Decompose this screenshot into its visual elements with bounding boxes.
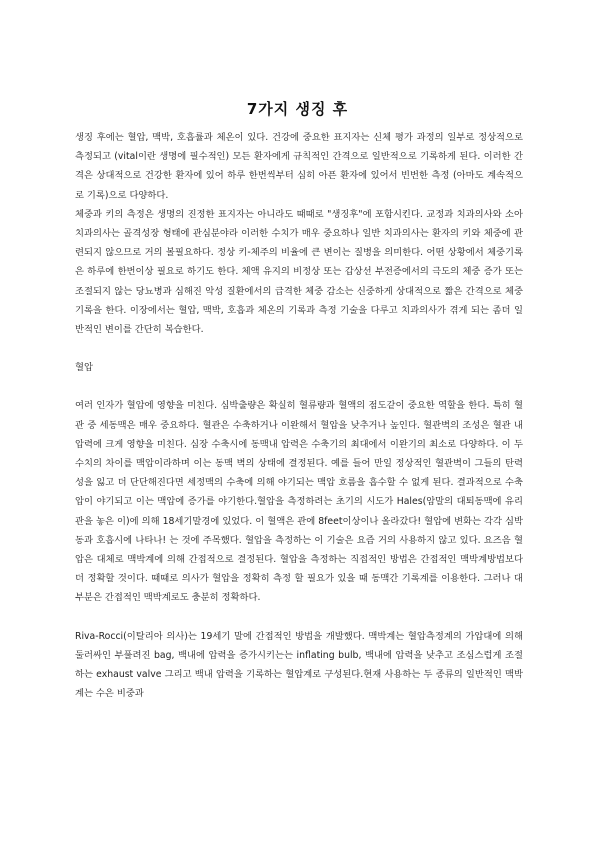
- section-heading-blood-pressure: 혈압: [75, 362, 93, 374]
- paragraph-riva-rocci: Riva-Rocci(이탈리아 의사)는 19세기 말에 간접적인 방법을 개발했다. 맥박계는 혈압측정계의 가압대에 의해 둘러싸인 부풀려진 bag, 백내에 압력을 증가시키는는 inflating bulb, 백내에 압력을 낮추고 조심스럽게 조절하는 exhaust valve 그리고 백내 압력을 기록하는 혈압계로 구성된다.현재 사용하는 두 종류의 일반적인 맥박계는 수은 비중과: [75, 630, 523, 700]
- page-title: 7가지 생징 후: [246, 100, 349, 118]
- spacer: [75, 608, 523, 627]
- paragraph-intro: 생징 후에는 혈압, 맥박, 호흡률과 체온이 있다. 건강에 중요한 표지자는 신체 평가 과정의 일부로 정상적으로 측정되고 (vital이란 생명에 필수적인) 모든 환자에게 규칙적인 간격으로 일반적으로 기록하게 된다. 이러한 간격은 상대적으로 건강한 환자에 있어 하루 한번씩부터 심히 아픈 환자에 있어서 빈번한 측정 (아마도 계속적으로 기록)으로 다양하다.: [75, 132, 523, 201]
- document-body: [75, 128, 523, 703]
- paragraph-blood-pressure: 여러 인자가 혈압에 영향을 미친다. 심박출량은 확실히 혈류량과 혈액의 점도같이 중요한 역할을 한다. 특히 혈관 중 세동맥은 매우 중요하다. 혈관은 수축하거나 이완해서 혈압을 낮추거나 높인다. 혈관벽의 조성은 혈관 내 압력에 크게 영향을 미친다. 심장 수축시에 동맥내 압력은 수축기의 최대에서 이완기의 최소로 다양하다. 이 두 수치의 차이를 맥압이라하며 이는 동맥 벽의 상태에 결정된다. 예를 들어 만일 정상적인 혈관벽이 그들의 탄력성을 잃고 더 단단해진다면 세정맥의 수축에 의해 야기되는 맥압 흐름을 흡수할 수 없게 된다. 결과적으로 수축압이 야기되고 이는 맥압에 증가를 야기한다.혈압을 측정하려는 초기의 시도가 Hales(암말의 대퇴동맥에 유리관을 놓은 이)에 의해 18세기말경에 있었다. 이 혈액은 관에 8feet이상이나 올라갔다! 혈압에 변화는 각각 심박동과 호흡시에 나타나! 는 것에 주목했다. 혈압을 측정하는 이 기술은 요즘 거의 사용하지 않고 있다. 요즈음 혈압은 대체로 맥박계에 의해 간접적으로 결정된다. 혈압을 측정하는 직접적인 방법은 간접적인 맥박계방법보다 더 정확할 것이다. 때때로 의사가 혈압을 정확히 측정 할 필요가 있을 때 동맥간 기록계를 이용한다. 그러나 대부분은 간접적인 맥박계로도 충분히 정확하다.: [75, 400, 523, 604]
- spacer: [75, 377, 523, 396]
- paragraph-weight-height: 체중과 키의 측정은 생명의 진정한 표지자는 아니라도 때때로 "생징후"에 포함시킨다. 교정과 치과의사와 소아치과의사는 골격성장 형태에 관심분야라 이러한 수치가 매우 중요하나 일반 치과의사는 환자의 키와 체중에 관련되지 않으므로 거의 볼필요하다. 정상 키-체주의 비율에 큰 변이는 질병을 의미한다. 어떤 상황에서 체중기록은 하루에 한번이상 필요로 하기도 한다. 체액 유지의 비정상 또는 갑상선 부전증에서의 극도의 체중 증가 또는 조절되지 않는 당뇨병과 심해진 악성 질환에서의 급격한 체중 감소는 신중하게 상대적으로 짧은 간격으로 체중 기록을 한다. 이장에서는 혈압, 맥박, 호흡과 체온의 기록과 측정 기술을 다루고 치과의사가 겪게 되는 좀더 일반적인 변이를 간단히 복습한다.: [75, 208, 523, 336]
- spacer: [75, 339, 523, 358]
